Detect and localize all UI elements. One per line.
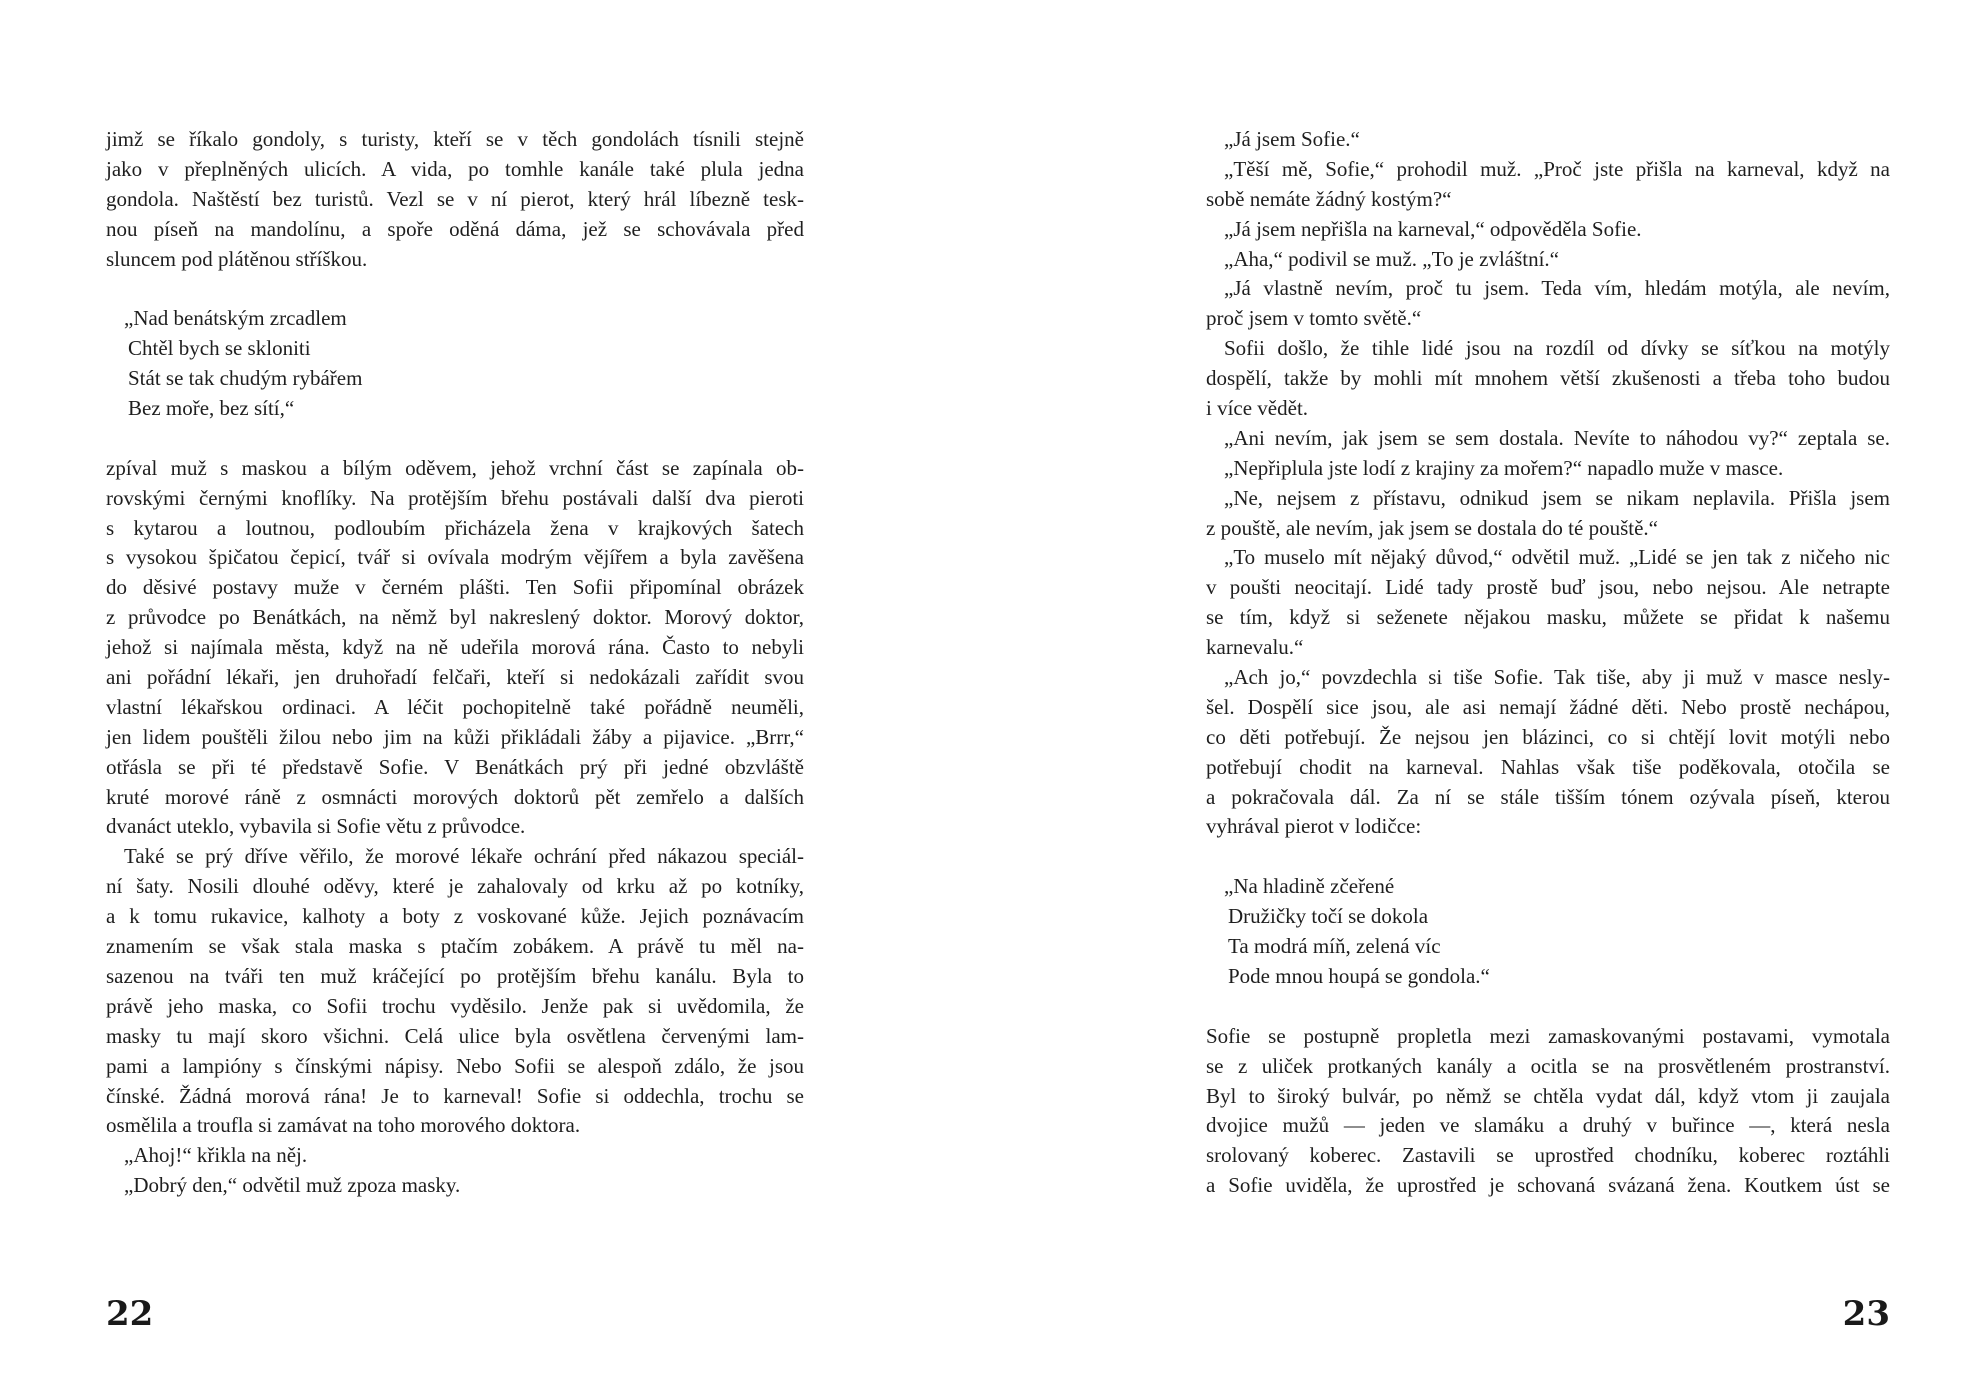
text-line: jehož si najímala města, když na ně udeřila morová rána. Často to nebyli: [106, 635, 804, 660]
text-line: sluncem pod plátěnou stříškou.: [106, 246, 368, 271]
text-line: srolovaný koberec. Zastavili se uprostřed chodníku, koberec roztáhli: [1206, 1143, 1890, 1168]
text-line: z pouště, ale nevím, jak jsem se dostala do té pouště.“: [1206, 515, 1658, 540]
text-line: čínské. Žádná morová rána! Je to karneval! Sofie si oddechla, trochu se: [106, 1083, 804, 1108]
text-line: pami a lampióny s čínskými nápisy. Nebo Sofii se alespoň zdálo, že jsou: [106, 1053, 804, 1078]
text-line: gondola. Naštěstí bez turistů. Vezl se v ní pierot, který hrál líbezně tesk-: [106, 186, 804, 211]
text-line: se z uliček protkaných kanály a ocitla se na prosvětleném prostranství.: [1206, 1053, 1890, 1078]
text-line: v poušti neocitají. Lidé tady prostě buď jsou, nebo nejsou. Ale netrapte: [1206, 575, 1890, 600]
text-line: „Aha,“ podivil se muž. „To je zvláštní.“: [1224, 246, 1560, 271]
verse-line: Pode mnou houpá se gondola.“: [1228, 963, 1490, 988]
text-line: s kytarou a loutnou, podloubím přicházela žena v krajkových šatech: [106, 515, 804, 540]
text-line: z průvodce po Benátkách, na němž byl nakreslený doktor. Morový doktor,: [106, 605, 804, 630]
text-line: jimž se říkalo gondoly, s turisty, kteří se v těch gondolách tísnili stejně: [106, 127, 804, 151]
text-line: „Ach jo,“ povzdechla si tiše Sofie. Tak tiše, aby ji muž v masce nesly-: [1224, 665, 1890, 690]
stanza-gap: [1206, 992, 1890, 1022]
text-line: „Ne, nejsem z přístavu, odnikud jsem se nikam neplavila. Přišla jsem: [1224, 485, 1890, 510]
text-line: sazenou na tváři ten muž kráčející po protějším břehu kanálu. Byla to: [106, 963, 804, 988]
verse-line: Stát se tak chudým rybářem: [128, 366, 363, 391]
text-line: i více vědět.: [1206, 396, 1309, 421]
text-line: Také se prý dříve věřilo, že morové lékaře ochrání před nákazou speciál-: [124, 844, 804, 869]
text-line: „Ani nevím, jak jsem se sem dostala. Nevíte to náhodou vy?“ zeptala se.: [1224, 425, 1890, 450]
page-number: 23: [1842, 1294, 1890, 1334]
text-line: zpíval muž s maskou a bílým oděvem, jehož vrchní část se zapínala ob-: [106, 455, 804, 480]
text-line: „Ahoj!“ křikla na něj.: [124, 1143, 308, 1168]
text-line: potřebují chodit na karneval. Nahlas však tiše poděkovala, otočila se: [1206, 754, 1890, 779]
verse-line: Bez moře, bez sítí,“: [128, 396, 295, 421]
left-page-text: [106, 125, 804, 1201]
text-line: masky tu mají skoro všichni. Celá ulice byla osvětlena červenými lam-: [106, 1023, 804, 1048]
verse-line: „Na hladině zčeřené: [1224, 874, 1395, 899]
text-line: nou píseň na mandolínu, a spoře oděná dáma, jež se schovávala před: [106, 216, 804, 241]
left-page: [106, 0, 804, 1386]
text-line: „Dobrý den,“ odvětil muž zpoza masky.: [124, 1173, 461, 1198]
text-line: karnevalu.“: [1206, 635, 1304, 660]
text-line: a Sofie uviděla, že uprostřed je schovaná svázaná žena. Koutkem úst se: [1206, 1173, 1890, 1198]
text-line: znamením se však stala maska s ptačím zobákem. A právě tu měl na-: [106, 934, 804, 959]
verse-line: Družičky točí se dokola: [1228, 904, 1429, 929]
text-line: sobě nemáte žádný kostým?“: [1206, 186, 1452, 211]
text-line: do děsivé postavy muže v černém plášti. Ten Sofii připomínal obrázek: [106, 575, 804, 600]
text-line: ani pořádní lékaři, jen druhořadí felčaři, kteří si nedokázali zařídit svou: [106, 665, 804, 690]
text-line: rovskými černými knoflíky. Na protějším břehu postávali další dva pieroti: [106, 485, 804, 510]
text-line: kruté morové ráně z osmnácti morových doktorů pět zemřelo a dalších: [106, 784, 804, 809]
text-line: a pokračovala dál. Za ní se stále tišším tónem ozývala píseň, kterou: [1206, 784, 1890, 809]
text-line: vyhrával pierot v lodičce:: [1206, 814, 1422, 839]
text-line: dvanáct uteklo, vybavila si Sofie větu z průvodce.: [106, 814, 526, 839]
verse-line: „Nad benátským zrcadlem: [124, 306, 347, 331]
text-line: ní šaty. Nosili dlouhé oděvy, které je zahalovaly od krku až po kotníky,: [106, 874, 804, 899]
text-line: šel. Dospělí sice jsou, ale asi nemají žádné děti. Nebo prostě nechápou,: [1206, 694, 1890, 719]
text-line: právě jeho maska, co Sofii trochu vyděsilo. Jenže pak si uvědomila, že: [106, 993, 804, 1018]
text-line: „Těší mě, Sofie,“ prohodil muž. „Proč jste přišla na karneval, když na: [1224, 156, 1890, 181]
text-line: Sofii došlo, že tihle lidé jsou na rozdíl od dívky se síťkou na motýly: [1224, 336, 1890, 361]
text-line: Sofie se postupně propletla mezi zamaskovanými postavami, vymotala: [1206, 1023, 1890, 1048]
text-line: jen lidem pouštěli žilou nebo jim na kůži přikládali žáby a pijavice. „Brrr,“: [106, 724, 804, 749]
text-line: dospělí, takže by mohli mít mnohem větší zkušenosti a třeba toho budou: [1206, 366, 1890, 391]
text-line: „Já jsem nepřišla na karneval,“ odpověděla Sofie.: [1224, 216, 1642, 241]
text-line: osmělila a troufla si zamávat na toho morového doktora.: [106, 1113, 581, 1138]
stanza-gap: [1206, 842, 1890, 872]
text-line: Byl to široký bulvár, po němž se chtěla vydat dál, když vtom ji zaujala: [1206, 1083, 1890, 1108]
stanza-gap: [106, 274, 804, 304]
right-page-text: [1206, 125, 1890, 1201]
verse-line: Ta modrá míň, zelená víc: [1228, 934, 1441, 959]
text-line: „Nepřiplula jste lodí z krajiny za mořem?“ napadlo muže v masce.: [1224, 455, 1784, 480]
text-line: vlastní lékařskou ordinaci. A léčit pochopitelně také pořádně neuměli,: [106, 694, 804, 719]
text-line: „Já vlastně nevím, proč tu jsem. Teda vím, hledám motýla, ale nevím,: [1224, 276, 1890, 301]
right-page: [1206, 0, 1890, 1386]
text-line: dvojice mužů — jeden ve slamáku a druhý v buřince —, která nesla: [1206, 1113, 1890, 1138]
stanza-gap: [106, 424, 804, 454]
text-line: co děti potřebují. Že nejsou jen blázinci, co si chtějí lovit motýli nebo: [1206, 724, 1890, 749]
text-line: a k tomu rukavice, kalhoty a boty z voskované kůže. Jejich poznávacím: [106, 904, 804, 929]
text-line: s vysokou špičatou čepicí, tvář si ovívala modrým vějířem a byla zavěšena: [106, 545, 804, 570]
text-line: otřásla se při té představě Sofie. V Benátkách prý při jedné obzvláště: [106, 754, 804, 779]
text-line: „Já jsem Sofie.“: [1224, 127, 1360, 151]
text-line: proč jsem v tomto světě.“: [1206, 306, 1422, 331]
verse-line: Chtěl bych se skloniti: [128, 336, 311, 361]
text-line: se tím, když si seženete nějakou masku, můžete se přidat k našemu: [1206, 605, 1890, 630]
text-line: jako v přeplněných ulicích. A vida, po tomhle kanále také plula jedna: [106, 156, 804, 181]
page-number: 22: [106, 1294, 154, 1334]
text-line: „To muselo mít nějaký důvod,“ odvětil muž. „Lidé se jen tak z ničeho nic: [1224, 545, 1890, 570]
